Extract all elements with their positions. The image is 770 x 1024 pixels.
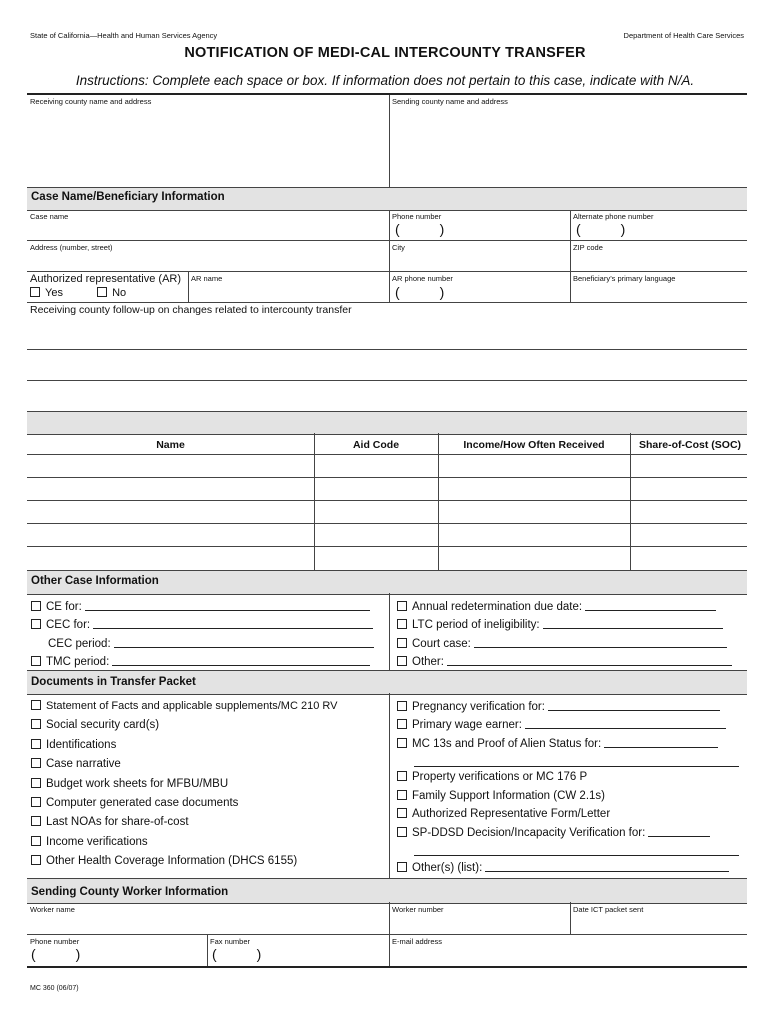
ar-no-label: No <box>112 287 127 299</box>
department-name: Department of Health Care Services <box>623 31 744 40</box>
col-soc-header: Share-of-Cost (SOC) <box>638 439 742 451</box>
doc-budget-checkbox[interactable] <box>31 778 41 788</box>
doc-family-support-checkbox[interactable] <box>397 790 407 800</box>
tmc-period-item[interactable]: TMC period: <box>31 655 370 668</box>
ar-name-field[interactable]: AR name <box>191 274 223 283</box>
doc-ar-form-checkbox[interactable] <box>397 808 407 818</box>
doc-item-others[interactable]: Other(s) (list): <box>397 861 729 874</box>
ar-no-checkbox[interactable] <box>97 287 107 297</box>
ar-yes-checkbox[interactable] <box>30 287 40 297</box>
worker-number-field[interactable]: Worker number <box>392 905 444 914</box>
phone-paren-close: ) <box>439 221 445 237</box>
worker-fax-field[interactable]: Fax number <box>210 937 251 946</box>
followup-label: Receiving county follow-up on changes related to intercounty transfer <box>30 304 352 316</box>
form-title: NOTIFICATION OF MEDI-CAL INTERCOUNTY TRANSFER <box>184 45 586 61</box>
table-row[interactable] <box>27 500 747 501</box>
other-checkbox[interactable] <box>397 656 407 666</box>
doc-property-checkbox[interactable] <box>397 771 407 781</box>
doc-pregnancy-checkbox[interactable] <box>397 701 407 711</box>
date-sent-field[interactable]: Date ICT packet sent <box>573 905 644 914</box>
ce-for-checkbox[interactable] <box>31 601 41 611</box>
address-field[interactable]: Address (number, street) <box>30 243 113 252</box>
alternate-phone-field[interactable]: Alternate phone number <box>573 212 654 221</box>
city-field[interactable]: City <box>392 243 405 252</box>
other-case-section-title: Other Case Information <box>31 575 159 587</box>
worker-phone-paren-close: ) <box>75 946 81 962</box>
doc-item-sp-ddsd[interactable]: SP-DDSD Decision/Incapacity Verification for: <box>397 826 710 839</box>
form-id: MC 360 (06/07) <box>30 985 79 992</box>
table-row[interactable] <box>27 523 747 524</box>
cec-for-item[interactable]: CEC for: <box>31 618 373 631</box>
phone-number-field[interactable]: Phone number <box>392 212 442 221</box>
case-name-field[interactable]: Case name <box>30 212 69 221</box>
worker-name-field[interactable]: Worker name <box>30 905 75 914</box>
worker-section-title: Sending County Worker Information <box>31 886 229 898</box>
worker-email-field[interactable]: E-mail address <box>392 937 443 946</box>
worker-phone-field[interactable]: Phone number <box>30 937 80 946</box>
doc-ids-checkbox[interactable] <box>31 739 41 749</box>
doc-item-wage-earner[interactable]: Primary wage earner: <box>397 718 726 731</box>
documents-section-title: Documents in Transfer Packet <box>31 676 196 688</box>
ce-for-item[interactable]: CE for: <box>31 600 370 613</box>
ar-phone-paren-close: ) <box>439 284 445 300</box>
doc-item-computer[interactable]: Computer generated case documents <box>31 797 238 809</box>
zip-field[interactable]: ZIP code <box>573 243 603 252</box>
doc-sp-ddsd-checkbox[interactable] <box>397 827 407 837</box>
doc-item-ids[interactable]: Identifications <box>31 739 116 751</box>
form-instructions: Instructions: Complete each space or box. If information does not pertain to this case, indicate with N/A. <box>75 73 695 88</box>
followup-line-1[interactable] <box>27 349 747 350</box>
doc-facts-checkbox[interactable] <box>31 700 41 710</box>
ar-phone-paren-open: ( <box>395 284 400 300</box>
doc-item-property[interactable]: Property verifications or MC 176 P <box>397 771 587 783</box>
doc-item-noas[interactable]: Last NOAs for share-of-cost <box>31 816 189 828</box>
ar-yes-label: Yes <box>45 287 63 299</box>
primary-language-field[interactable]: Beneficiary’s primary language <box>573 274 676 283</box>
doc-others-checkbox[interactable] <box>397 862 407 872</box>
ar-phone-field[interactable]: AR phone number <box>392 274 453 283</box>
doc-item-facts[interactable]: Statement of Facts and applicable supplements/MC 210 RV <box>31 700 337 712</box>
doc-computer-checkbox[interactable] <box>31 797 41 807</box>
table-row[interactable] <box>27 477 747 478</box>
doc-ohc-checkbox[interactable] <box>31 855 41 865</box>
cec-for-checkbox[interactable] <box>31 619 41 629</box>
other-item[interactable]: Other: <box>397 655 732 668</box>
doc-item-mc13[interactable]: MC 13s and Proof of Alien Status for: <box>397 737 718 750</box>
doc-mc13-checkbox[interactable] <box>397 738 407 748</box>
court-case-checkbox[interactable] <box>397 638 407 648</box>
ar-label: Authorized representative (AR) <box>30 273 182 285</box>
doc-item-ar-form[interactable]: Authorized Representative Form/Letter <box>397 808 610 820</box>
worker-phone-paren-open: ( <box>31 946 36 962</box>
worker-fax-paren-open: ( <box>212 946 217 962</box>
doc-item-ssn[interactable]: Social security card(s) <box>31 719 159 731</box>
phone-paren-open: ( <box>395 221 400 237</box>
doc-noas-checkbox[interactable] <box>31 816 41 826</box>
doc-item-budget[interactable]: Budget work sheets for MFBU/MBU <box>31 778 228 790</box>
alt-phone-paren-open: ( <box>576 221 581 237</box>
annual-redetermination-item[interactable]: Annual redetermination due date: <box>397 600 716 613</box>
annual-redetermination-checkbox[interactable] <box>397 601 407 611</box>
cec-period-item[interactable]: CEC period: <box>31 637 374 650</box>
doc-item-family-support[interactable]: Family Support Information (CW 2.1s) <box>397 790 605 802</box>
tmc-period-checkbox[interactable] <box>31 656 41 666</box>
doc-narrative-checkbox[interactable] <box>31 758 41 768</box>
followup-line-2[interactable] <box>27 380 747 381</box>
case-section-title: Case Name/Beneficiary Information <box>31 191 225 203</box>
col-aid-code-header: Aid Code <box>352 439 400 451</box>
table-row[interactable] <box>27 546 747 547</box>
doc-item-narrative[interactable]: Case narrative <box>31 758 121 770</box>
doc-item-income[interactable]: Income verifications <box>31 836 148 848</box>
doc-income-checkbox[interactable] <box>31 836 41 846</box>
ltc-period-item[interactable]: LTC period of ineligibility: <box>397 618 723 631</box>
worker-fax-paren-close: ) <box>256 946 262 962</box>
ltc-period-checkbox[interactable] <box>397 619 407 629</box>
agency-name: State of California—Health and Human Services Agency <box>30 31 218 40</box>
doc-item-ohc[interactable]: Other Health Coverage Information (DHCS 6155) <box>31 855 297 867</box>
doc-wage-earner-checkbox[interactable] <box>397 719 407 729</box>
doc-item-pregnancy[interactable]: Pregnancy verification for: <box>397 700 720 713</box>
court-case-item[interactable]: Court case: <box>397 637 727 650</box>
receiving-county-field[interactable]: Receiving county name and address <box>30 97 152 106</box>
alt-phone-paren-close: ) <box>620 221 626 237</box>
sending-county-field[interactable]: Sending county name and address <box>392 97 508 106</box>
col-income-header: Income/How Often Received <box>463 439 605 451</box>
col-name-header: Name <box>156 439 185 451</box>
doc-ssn-checkbox[interactable] <box>31 719 41 729</box>
